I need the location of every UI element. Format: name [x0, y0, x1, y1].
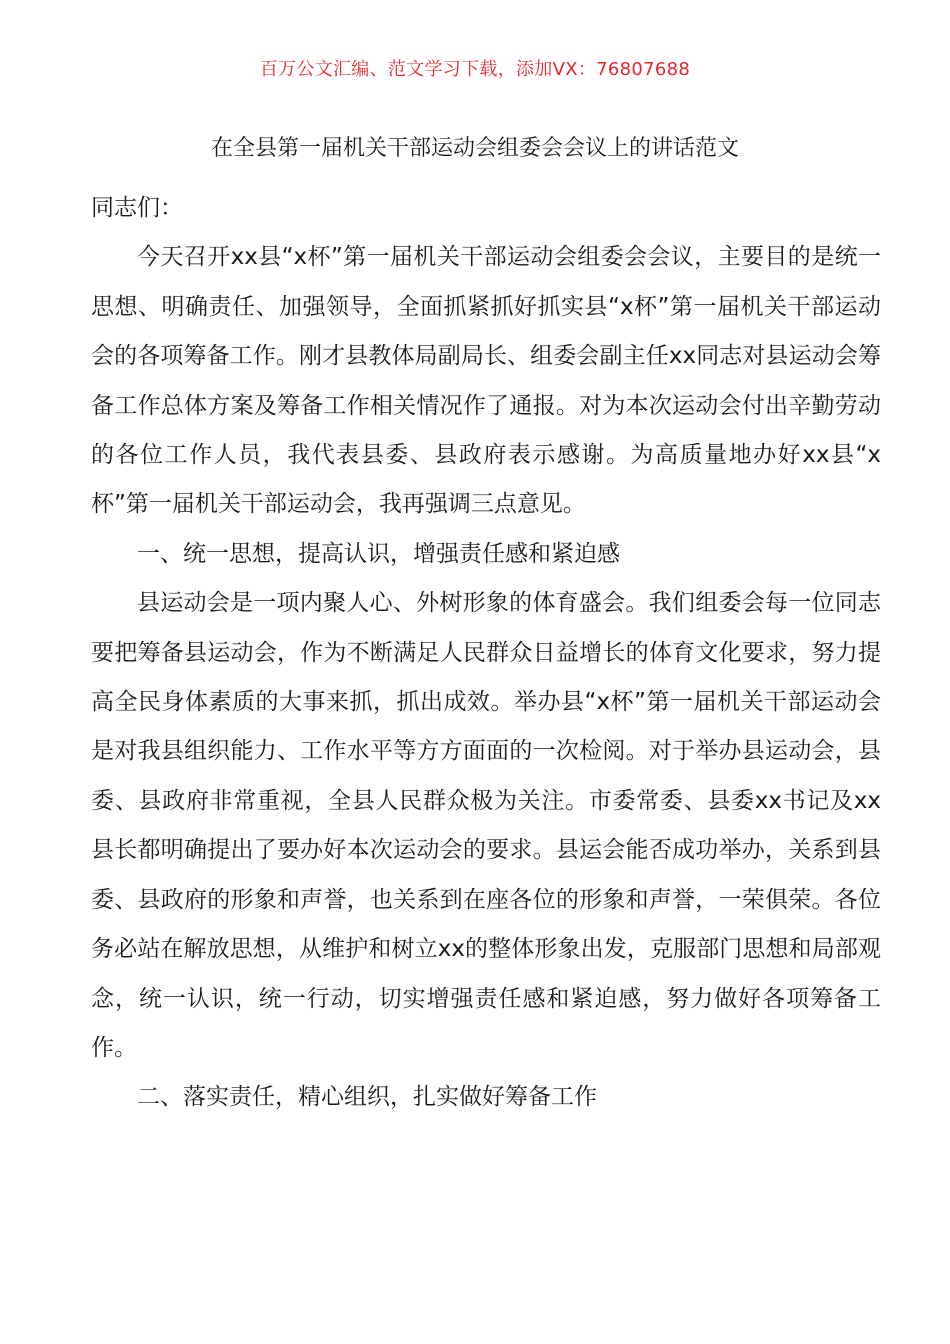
- document-title: 在全县第一届机关干部运动会组委会会议上的讲话范文: [210, 136, 739, 161]
- document-body: [91, 184, 881, 1123]
- section-1-body: 县运动会是一项内聚人心、外树形象的体育盛会。我们组委会每一位同志要把筹备县运动会，作为不断满足人民群众日益增长的体育文化要求，努力提高全民身体素质的大事来抓，抓出成效。举办县“x杯”第一届机关干部运动会是对我县组织能力、工作水平等方方面面的一次检阅。对于举办县运动会，县委、县政府非常重视，全县人民群众极为关注。市委常委、县委xx书记及xx县长都明确提出了要办好本次运动会的要求。县运会能否成功举办，关系到县委、县政府的形象和声誉，也关系到在座各位的形象和声誉，一荣俱荣。各位务必站在解放思想，从维护和树立xx的整体形象出发，克服部门思想和局部观念，统一认识，统一行动，切实增强责任感和紧迫感，努力做好各项筹备工作。: [91, 590, 881, 1061]
- section-2-heading: 二、落实责任，精心组织，扎实做好筹备工作: [137, 1084, 597, 1111]
- intro-paragraph: 今天召开xx县“x杯”第一届机关干部运动会组委会会议，主要目的是统一思想、明确责任、加强领导，全面抓紧抓好抓实县“x杯”第一届机关干部运动会的各项筹备工作。刚才县教体局副局长、组委会副主任xx同志对县运动会筹备工作总体方案及筹备工作相关情况作了通报。对为本次运动会付出辛勤劳动的各位工作人员，我代表县委、县政府表示感谢。为高质量地办好xx县“x杯”第一届机关干部运动会，我再强调三点意见。: [91, 244, 881, 518]
- salutation: 同志们：: [91, 195, 183, 221]
- section-1-heading: 一、统一思想，提高认识，增强责任感和紧迫感: [137, 540, 620, 567]
- header-banner: 百万公文汇编、范文学习下载，添加VX：76807688: [259, 59, 691, 80]
